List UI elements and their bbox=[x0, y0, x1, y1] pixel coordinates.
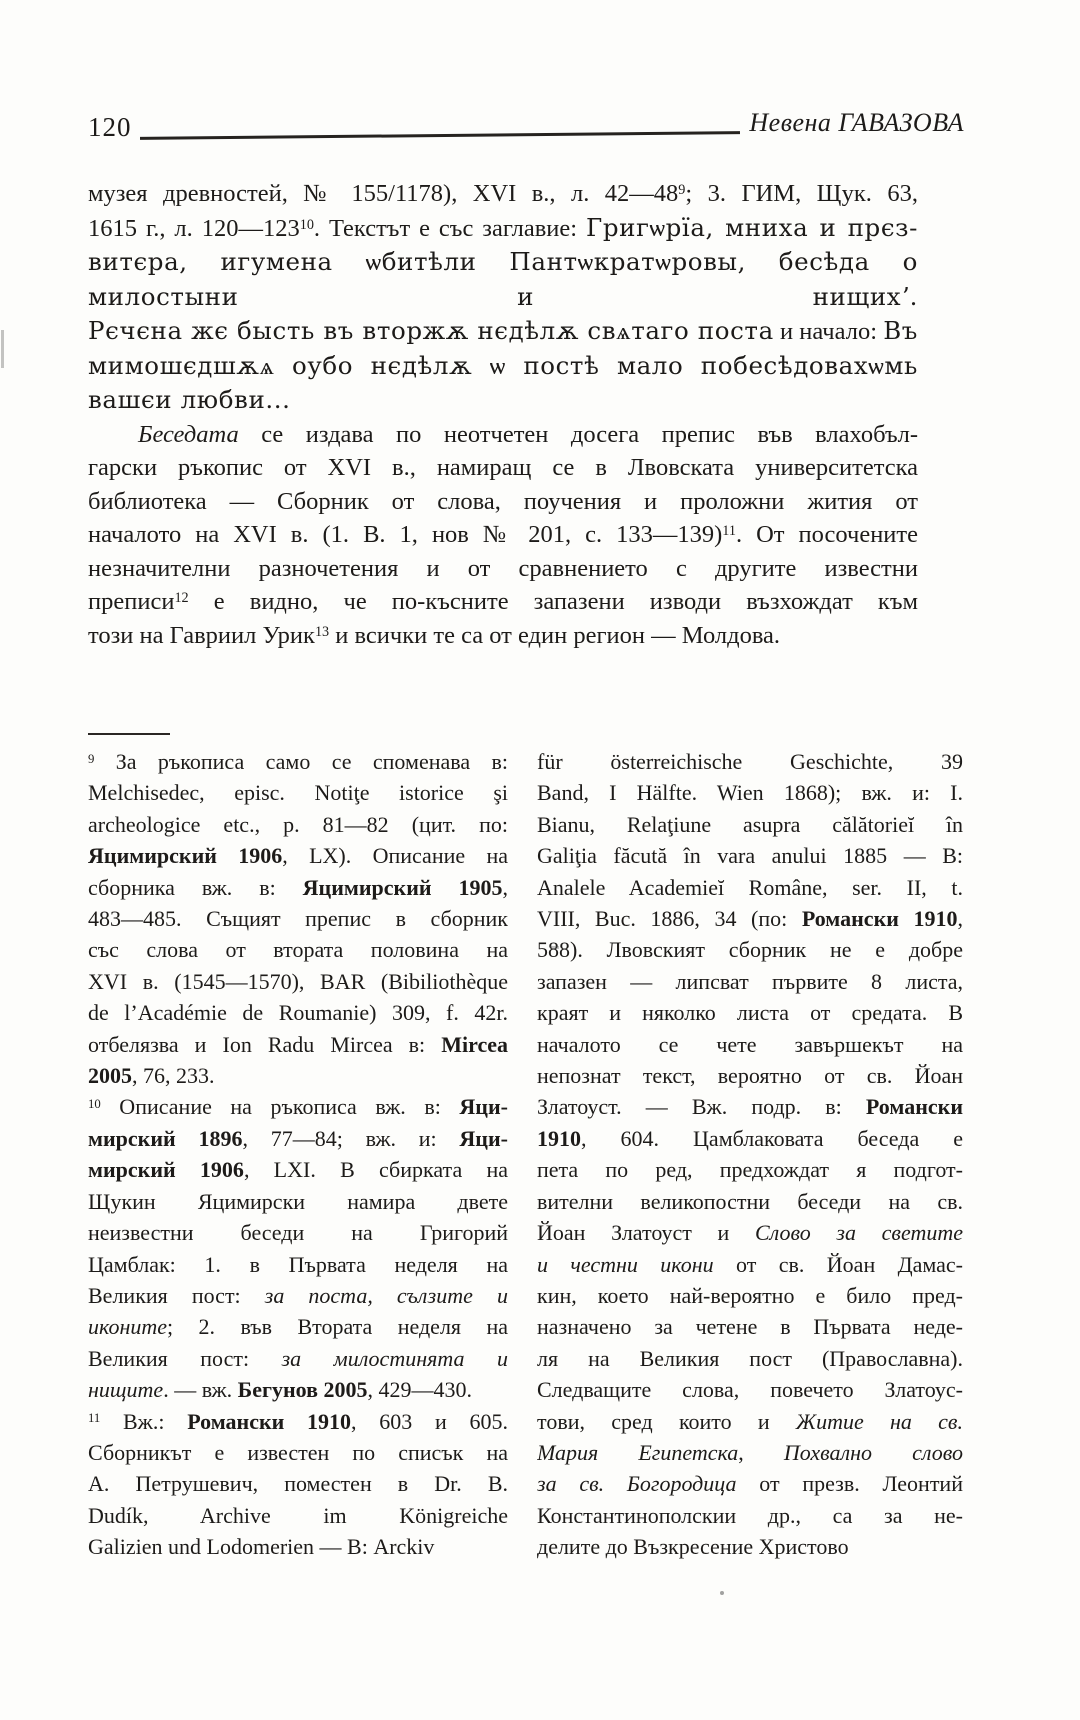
footnote-line: неизвестни беседи на Григорий bbox=[88, 1220, 508, 1246]
footnote-line: началото се чете завършекът на bbox=[537, 1031, 963, 1057]
footnote-line: archeologice etc., p. 81—82 (цит. по: bbox=[88, 811, 508, 837]
footnote-line: със слова от втората половина на bbox=[88, 937, 508, 963]
footnote-line: 1910, 604. Цамблаковата беседа е bbox=[537, 1125, 963, 1151]
footnote-line: Яцимирский 1906, LX). Описание на bbox=[88, 843, 508, 869]
header-rule bbox=[140, 131, 740, 140]
scan-artifact-left-edge bbox=[1, 330, 4, 368]
body-text-line: музея древностей, № 155/1178), XVI в., л. $42—48^9$; 3. ГИМ, Щук. 63, bbox=[88, 180, 918, 207]
footnote-line: непознат текст, вероятно от св. Йоан bbox=[537, 1063, 963, 1089]
footnote-line: Сборникът е известен по списък на bbox=[88, 1439, 508, 1465]
body-text-line: преписи$^{12}$ е видно, че по-късните запазени изводи възхождат към bbox=[88, 588, 918, 615]
footnote-line: нищите. — вж. Бегунов 2005, 429—430. bbox=[88, 1377, 472, 1403]
body-text-line: витєра, игумена ѡбитѣли Пантѡкратѡровы, бесѣда о милостыни и нищихʼ. bbox=[88, 247, 918, 311]
footnote-column-right bbox=[537, 746, 963, 1563]
footnote-line: Щукин Яцимирски намира двете bbox=[88, 1188, 508, 1214]
scan-artifact-dash bbox=[550, 946, 559, 949]
page-number: 120 bbox=[88, 112, 132, 142]
footnote-line: Melchisedec, episc. Notiţe istorice şi bbox=[88, 780, 508, 806]
footnote-line: краят и няколко листа от средата. В bbox=[537, 1000, 963, 1026]
footnote-line: Константинополскии др., са за не- bbox=[537, 1502, 963, 1528]
footnote-line: Galizien und Lodomerien — В: Arckiv bbox=[88, 1534, 435, 1560]
footnote-line: 483—485. Същият препис в сборник bbox=[88, 906, 508, 932]
body-text-line: този на Гавриил Урик$^{13}$ и всички те са от един регион — Молдова. bbox=[88, 621, 781, 649]
footnote-line: запазен — липсват първите 8 листа, bbox=[537, 968, 963, 994]
footnote-line: сборника вж. в: Яцимирский 1905, bbox=[88, 874, 508, 900]
footnote-line: de l’Académie de Roumanie) 309, f. 42r. bbox=[88, 1000, 508, 1026]
footnote-line: Великия пост: за поста, сълзите и bbox=[88, 1282, 508, 1308]
footnote-line: Band, I Hälfte. Wien 1868); вж. и: I. bbox=[537, 780, 963, 806]
footnote-line: делите до Възкресение Христово bbox=[537, 1534, 849, 1560]
body-text-line: библиотека — Сборник от слова, поучения и проложни жития от bbox=[88, 487, 918, 515]
footnote-line: $^{11}$ Вж.: Романски 1910, 603 и 605. bbox=[88, 1408, 508, 1434]
footnote-line: Великия пост: за милостинята и bbox=[88, 1345, 508, 1371]
footnote-line: Galiţia făcută în vara anului 1885 — В: bbox=[537, 843, 963, 869]
body-text-line: незначителни разночетения и от сравнението с другите известни bbox=[88, 554, 918, 582]
footnote-line: $^9$ За ръкописа само се споменава в: bbox=[88, 749, 508, 774]
footnote-line: пета по ред, предхождат я подгот- bbox=[537, 1157, 963, 1183]
footnote-line: и честни икони от св. Йоан Дамас- bbox=[537, 1251, 963, 1277]
footnote-line: 588). Лвовският сборник не е добре bbox=[537, 937, 963, 963]
footnote-column-left bbox=[88, 746, 508, 1563]
main-text bbox=[88, 177, 918, 652]
body-text-line: Рєчєна жє бысть въ вторжѫ нєдѣлѫ свѧтаго поста и начало: Въ bbox=[88, 316, 918, 345]
footnote-line: 2005, 76, 233. bbox=[88, 1063, 215, 1089]
body-text-line: Беседата се издава по неотчетен досега препис във влахобъл- bbox=[138, 420, 918, 448]
body-text-line: 1615 г., л. $120—123^{10}$. Текстът е със заглавие: Григѡрїа, мниха и прєз- bbox=[88, 212, 918, 242]
footnote-line: вителни великопостни беседи на св. bbox=[537, 1188, 963, 1214]
footnote-line: Златоуст. — Вж. подр. в: Романски bbox=[537, 1094, 963, 1120]
body-text-line: мимошєдшѫѧ оубо нєдѣлѫ ѡ постѣ мало побесѣдовахѡмь вашєи любви... bbox=[88, 350, 918, 414]
footnote-separator-rule bbox=[88, 733, 170, 735]
footnote-line: Йоан Златоуст и Слово за светите bbox=[537, 1220, 963, 1246]
footnote-line: мирский 1896, 77—84; вж. и: Яци- bbox=[88, 1125, 508, 1151]
footnote-line: кин, което най-вероятно е било пред- bbox=[537, 1282, 963, 1308]
footnote-line: $^{10}$ Описание на ръкописа вж. в: Яци- bbox=[88, 1094, 508, 1120]
footnote-line: иконите; 2. във Втората неделя на bbox=[88, 1314, 508, 1340]
footnote-line: ля на Великия пост (Православна). bbox=[537, 1345, 963, 1371]
footnote-line: назначено за четене в Първата неде- bbox=[537, 1314, 963, 1340]
footnote-line: отбелязва и Ion Radu Mircea в: Mircea bbox=[88, 1031, 508, 1057]
footnote-line: Следващите слова, повечето Златоус- bbox=[537, 1377, 963, 1403]
footnote-line: мирский 1906, LXI. В сбирката на bbox=[88, 1157, 508, 1183]
body-text-line: началото на XVI в. (1. В. 1, нов № 201, с. 133—139)$^{11}$. От посочените bbox=[88, 521, 918, 548]
footnote-line: Цамблак: 1. в Първата неделя на bbox=[88, 1251, 508, 1277]
footnote-line: Analele Academieĭ Române, ser. II, t. bbox=[537, 874, 963, 900]
footnote-line: XVI в. (1545—1570), BAR (Bibiliothèque bbox=[88, 968, 508, 994]
body-text-line: гарски ръкопис от XVI в., намиращ се в Лвовската университетска bbox=[88, 454, 918, 481]
footnote-line: Мария Египетска, Похвално слово bbox=[537, 1439, 963, 1465]
footnote-line: за св. Богородица от презв. Леонтий bbox=[537, 1471, 963, 1497]
footnote-line: Bianu, Relaţiune asupra călătorieĭ în bbox=[537, 811, 963, 837]
footnote-line: А. Петрушевич, поместен в Dr. B. bbox=[88, 1471, 508, 1497]
scan-artifact-dot bbox=[720, 1591, 724, 1595]
footnote-line: VIII, Buc. 1886, 34 (по: Романски 1910, bbox=[537, 906, 963, 932]
footnote-line: Dudík, Archive im Königreiche bbox=[88, 1502, 508, 1528]
footnote-line: für österreichische Geschichte, 39 bbox=[537, 749, 963, 774]
footnote-line: тови, сред които и Житие на св. bbox=[537, 1408, 963, 1434]
running-head-author: Невена ГАВАЗОВА bbox=[749, 108, 964, 137]
